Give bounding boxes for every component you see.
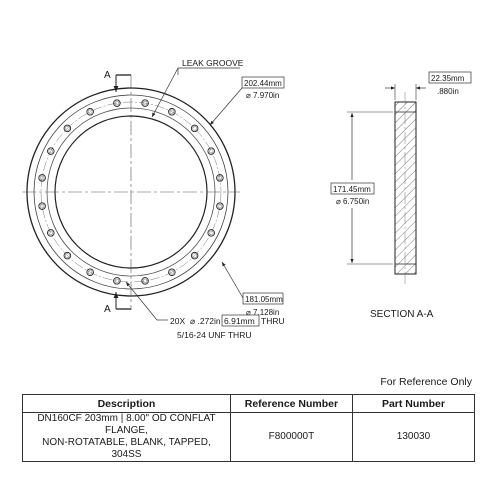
bolt-hole-inner (193, 126, 197, 130)
bolt-hole (48, 230, 55, 237)
thickness-mm: 22.35mm (431, 74, 465, 83)
hole-dia-in: ⌀ .272in (190, 316, 221, 326)
section-body (395, 102, 416, 274)
thickness-in: .880in (437, 87, 459, 96)
bolt-hole (217, 203, 224, 210)
col-part-header: Part Number (352, 395, 474, 413)
groove-dia-in: ⌀ 7.970in (246, 91, 280, 100)
bore-in: ⌀ 6.750in (336, 197, 370, 206)
bolt-circle-callout (222, 262, 283, 317)
groove-diameter-callout (210, 77, 284, 125)
bolt-hole-inner (209, 149, 213, 153)
bolt-hole-inner (209, 231, 213, 235)
spec-table (22, 394, 475, 462)
front-view (22, 70, 240, 315)
part-number-cell: 130030 (352, 413, 474, 462)
section-marker-bottom: A (104, 304, 111, 315)
bore-mm: 171.45mm (333, 185, 371, 194)
reference-note: For Reference Only (380, 376, 472, 388)
section-view (331, 72, 471, 320)
section-marker-top: A (104, 70, 111, 81)
bolt-circle-mm: 181.05mm (245, 295, 283, 304)
thread-callout: 5/16-24 UNF THRU (177, 330, 252, 340)
hole-qty: 20X (170, 316, 186, 326)
bolt-hole (114, 278, 121, 285)
bolt-circle-in: ⌀ 7.128in (246, 308, 280, 317)
hole-thru: THRU (261, 316, 285, 326)
table-row (23, 413, 475, 462)
bolt-hole (191, 125, 198, 132)
section-label: SECTION A-A (370, 309, 434, 320)
bolt-hole (142, 278, 149, 285)
hole-dia-mm: 6.91mm (224, 316, 255, 326)
leak-groove-callout (152, 58, 244, 117)
description-line-2: NON-ROTATABLE, BLANK, TAPPED, 304SS (42, 437, 211, 460)
bolt-hole (208, 230, 215, 237)
col-description-header: Description (23, 395, 231, 413)
groove-dia-mm: 202.44mm (244, 79, 282, 88)
table-header-row (23, 395, 475, 413)
col-reference-header: Reference Number (230, 395, 352, 413)
bolt-hole (208, 148, 215, 155)
leak-groove-label: LEAK GROOVE (182, 58, 244, 68)
description-line-1: DN160CF 203mm | 8.00" OD CONFLAT FLANGE, (37, 413, 216, 436)
reference-number-cell: F800000T (230, 413, 352, 462)
bolt-hole-inner (49, 231, 53, 235)
description-cell (23, 413, 231, 462)
